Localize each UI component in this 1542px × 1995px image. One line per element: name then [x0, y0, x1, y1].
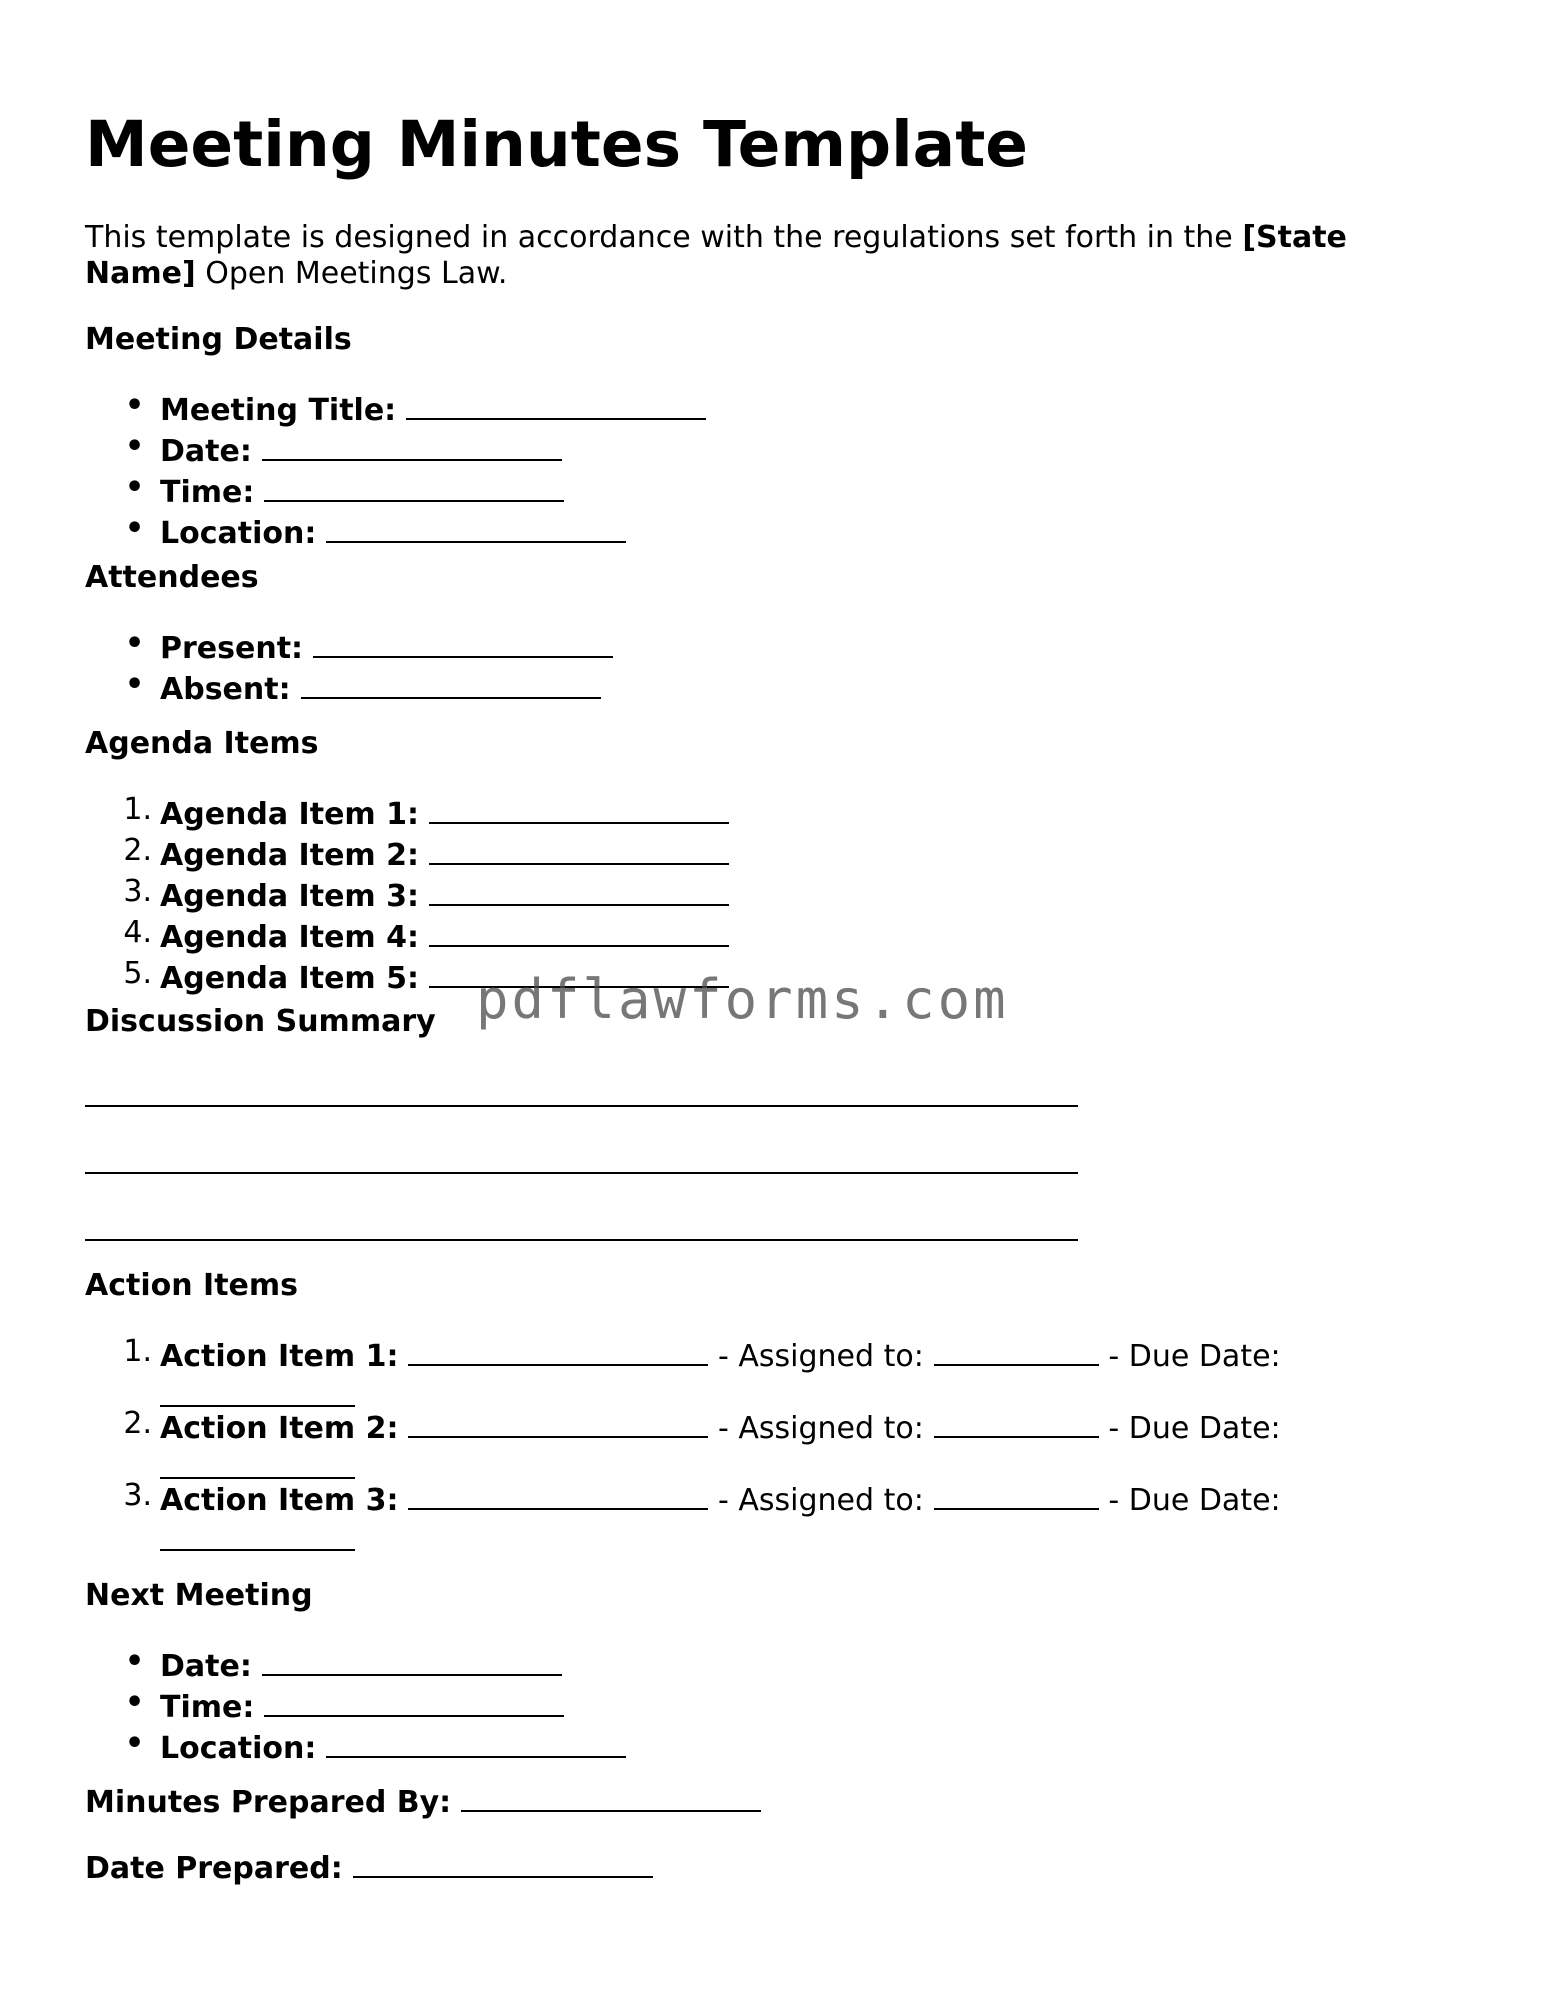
action-item-2-field[interactable] [408, 1406, 708, 1438]
field-label: Absent: [160, 672, 291, 707]
state-name-placeholder: [State Name] [85, 220, 1347, 291]
agenda-item-4-field[interactable] [429, 915, 729, 947]
action-items-list [85, 1334, 1400, 1550]
due-date-3-field[interactable] [160, 1519, 355, 1551]
list-item: • Time: [85, 1685, 626, 1726]
field-label: Action Item 3: [160, 1483, 399, 1518]
assigned-to-3-field[interactable] [934, 1478, 1099, 1510]
present-field[interactable] [313, 626, 613, 658]
list-item: 1. Agenda Item 1: [85, 792, 729, 833]
due-label: - Due Date: [1108, 1339, 1281, 1374]
assigned-to-2-field[interactable] [934, 1406, 1099, 1438]
field-label: Action Item 1: [160, 1339, 399, 1374]
discussion-heading: Discussion Summary [85, 1004, 436, 1039]
next-meeting-list [85, 1644, 626, 1767]
field-label: Action Item 2: [160, 1411, 399, 1446]
action-item-3-field[interactable] [408, 1478, 708, 1510]
date-prepared-field[interactable] [353, 1846, 653, 1878]
list-item: 4. Agenda Item 4: [85, 915, 729, 956]
list-item: 5. Agenda Item 5: [85, 956, 729, 997]
action-item-1-field[interactable] [408, 1334, 708, 1366]
watermark: pdflawforms.com [476, 968, 1009, 1031]
list-item: 3. Agenda Item 3: [85, 874, 729, 915]
page-title: Meeting Minutes Template [85, 108, 1029, 181]
next-date-field[interactable] [262, 1644, 562, 1676]
field-label: Agenda Item 5: [160, 961, 419, 996]
discussion-line-1[interactable] [85, 1105, 1078, 1107]
date-prepared-row [85, 1846, 653, 1887]
field-label: Time: [160, 1690, 255, 1725]
list-item: 2. Action Item 2: - Assigned to: - Due Date: [85, 1406, 1400, 1478]
meeting-date-field[interactable] [262, 429, 562, 461]
list-item: • Present: [85, 626, 613, 667]
list-item: 1. Action Item 1: - Assigned to: - Due Date: [85, 1334, 1400, 1406]
list-item: 2. Agenda Item 2: [85, 833, 729, 874]
list-item: • Location: [85, 1726, 626, 1767]
list-item: • Location: [85, 511, 706, 552]
field-label: Date: [160, 1649, 252, 1684]
agenda-item-1-field[interactable] [429, 792, 729, 824]
next-meeting-heading: Next Meeting [85, 1578, 313, 1613]
meeting-details-list [85, 388, 706, 552]
agenda-list [85, 792, 729, 997]
field-label: Agenda Item 1: [160, 797, 419, 832]
intro-text-after: Open Meetings Law. [195, 256, 508, 291]
attendees-list [85, 626, 613, 708]
absent-field[interactable] [301, 667, 601, 699]
field-label: Location: [160, 1731, 317, 1766]
list-item: • Absent: [85, 667, 613, 708]
discussion-line-2[interactable] [85, 1172, 1078, 1174]
list-item: 3. Action Item 3: - Assigned to: - Due Date: [85, 1478, 1400, 1550]
agenda-heading: Agenda Items [85, 726, 319, 761]
list-item: • Meeting Title: [85, 388, 706, 429]
intro-paragraph [85, 220, 1415, 292]
assigned-to-1-field[interactable] [934, 1334, 1099, 1366]
meeting-title-field[interactable] [406, 388, 706, 420]
list-item: • Date: [85, 1644, 626, 1685]
assigned-label: - Assigned to: [718, 1411, 924, 1446]
assigned-label: - Assigned to: [718, 1339, 924, 1374]
next-time-field[interactable] [264, 1685, 564, 1717]
agenda-item-2-field[interactable] [429, 833, 729, 865]
prepared-by-field[interactable] [461, 1780, 761, 1812]
meeting-time-field[interactable] [264, 470, 564, 502]
list-item: • Date: [85, 429, 706, 470]
date-prepared-label: Date Prepared: [85, 1851, 343, 1886]
attendees-heading: Attendees [85, 560, 259, 595]
intro-text-before: This template is designed in accordance with the regulations set forth in the [85, 220, 1243, 255]
field-label: Agenda Item 3: [160, 879, 419, 914]
assigned-label: - Assigned to: [718, 1483, 924, 1518]
field-label: Meeting Title: [160, 393, 397, 428]
list-item: • Time: [85, 470, 706, 511]
due-label: - Due Date: [1108, 1483, 1281, 1518]
field-label: Agenda Item 4: [160, 920, 419, 955]
meeting-details-heading: Meeting Details [85, 322, 352, 357]
field-label: Location: [160, 516, 317, 551]
next-location-field[interactable] [326, 1726, 626, 1758]
prepared-by-label: Minutes Prepared By: [85, 1785, 452, 1820]
field-label: Present: [160, 631, 304, 666]
due-label: - Due Date: [1108, 1411, 1281, 1446]
prepared-by-row [85, 1780, 761, 1821]
due-date-2-field[interactable] [160, 1447, 355, 1479]
field-label: Time: [160, 475, 255, 510]
field-label: Agenda Item 2: [160, 838, 419, 873]
field-label: Date: [160, 434, 252, 469]
due-date-1-field[interactable] [160, 1375, 355, 1407]
meeting-location-field[interactable] [326, 511, 626, 543]
discussion-line-3[interactable] [85, 1239, 1078, 1241]
agenda-item-3-field[interactable] [429, 874, 729, 906]
action-items-heading: Action Items [85, 1268, 299, 1303]
